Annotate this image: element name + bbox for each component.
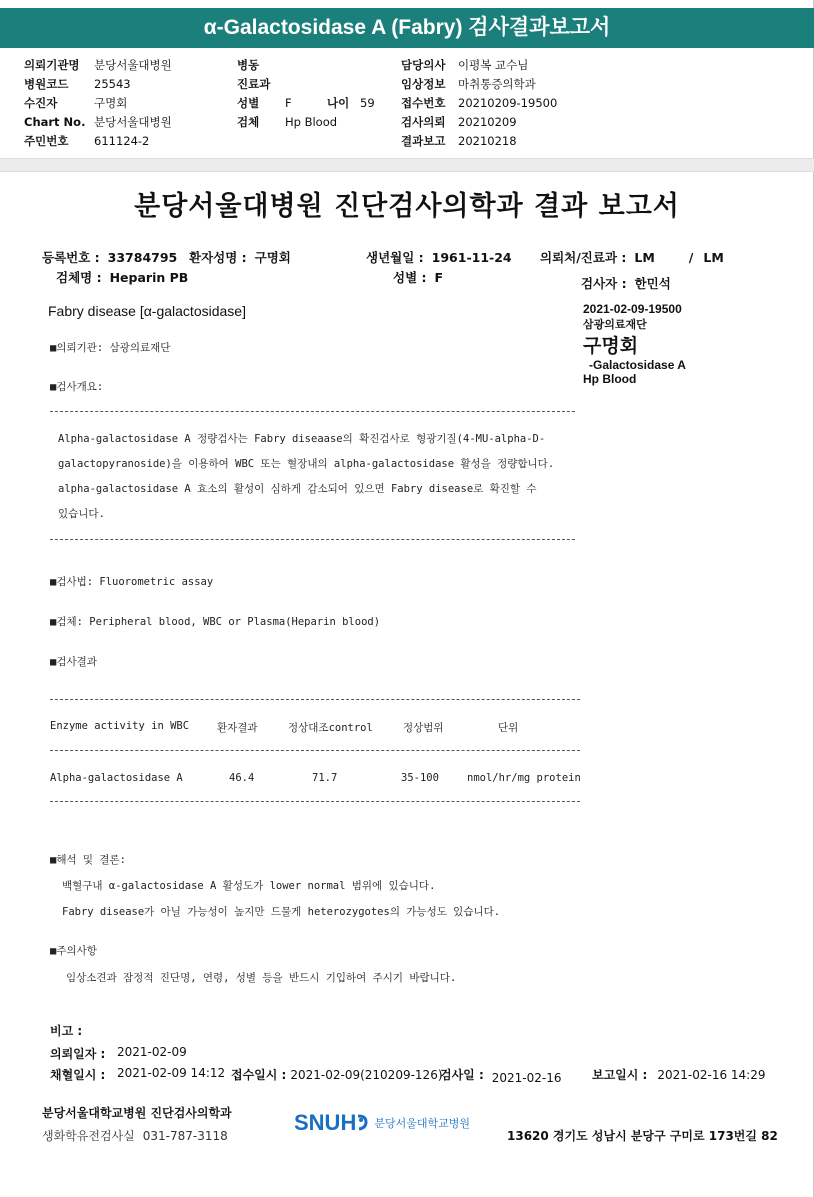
table-header: 단위 xyxy=(498,722,519,734)
overview-line: galactopyranoside)을 이용하여 WBC 또는 혈장내의 alpha-galactosidase 활성을 정량합니다. xyxy=(58,458,555,470)
meta-value: 20210209-19500 xyxy=(458,96,558,110)
meta-row xyxy=(401,94,601,113)
table-cell: nmol/hr/mg protein xyxy=(467,772,581,784)
meta-row xyxy=(401,132,601,151)
collect-date xyxy=(50,1066,226,1083)
meta-value: 611124-2 xyxy=(94,134,150,148)
meta-label: Chart No. xyxy=(24,115,86,129)
test-value: 2021-02-16 xyxy=(491,1071,562,1085)
meta-label: 검체 xyxy=(237,115,260,129)
meta-value: 20210209 xyxy=(458,115,517,129)
meta-row xyxy=(401,56,601,75)
table-header: 정상범위 xyxy=(403,722,444,734)
meta-value: 이평복 교수님 xyxy=(458,58,529,72)
interpretation-line: 백혈구내 α-galactosidase A 활성도가 lower normal 범위에 있습니다. xyxy=(62,880,436,892)
specimen-label: 검체명 : xyxy=(56,270,102,285)
specimen-value: Heparin PB xyxy=(109,270,189,285)
meta-column-2 xyxy=(237,56,387,132)
meta-value: 마취통증의학과 xyxy=(458,77,536,91)
meta-label: 담당의사 xyxy=(401,58,446,72)
patient-specimen xyxy=(56,268,188,286)
table-header: 정상대조control xyxy=(288,722,373,734)
meta-row xyxy=(24,132,224,151)
test-name: Fabry disease [α-galactosidase] xyxy=(48,303,246,319)
meta-row xyxy=(237,113,387,132)
sample-label-stamp xyxy=(583,302,686,386)
report-title: 분당서울대병원 진단검사의학과 결과 보고서 xyxy=(134,191,680,222)
institution-line: ■의뢰기관: 삼광의료재단 xyxy=(50,342,171,354)
table-header: 환자결과 xyxy=(217,722,258,734)
test-label: 검사일 : xyxy=(440,1068,484,1082)
meta-value: 구명회 xyxy=(94,96,128,110)
name-label: 환자성명 : xyxy=(189,250,247,265)
dept-sep: / xyxy=(688,250,694,265)
overview-text xyxy=(58,427,578,527)
meta-value: F xyxy=(285,96,292,110)
patient-sex xyxy=(393,268,443,286)
meta-label: 성별 xyxy=(237,96,260,110)
table-cell: 71.7 xyxy=(312,772,338,784)
note-label xyxy=(50,1022,82,1039)
meta-value: Hp Blood xyxy=(285,115,338,129)
meta-label: 결과보고 xyxy=(401,134,446,148)
dashed-rule xyxy=(50,801,580,802)
tester-value: 한민석 xyxy=(634,276,671,291)
test-date xyxy=(440,1066,562,1083)
hospital-address: 13620 경기도 성남시 분당구 구미로 173번길 82 xyxy=(507,1129,778,1143)
note-label-text: 비고 : xyxy=(50,1024,83,1038)
reg-value: 33784795 xyxy=(107,250,178,265)
dashed-rule xyxy=(50,539,575,540)
meta-label: 진료과 xyxy=(237,77,271,91)
receive-value: 2021-02-09(210209-126) xyxy=(290,1068,443,1082)
meta-label: 의뢰기관명 xyxy=(24,58,80,72)
name-value: 구명회 xyxy=(254,250,291,265)
request-value: 2021-02-09 xyxy=(117,1045,187,1059)
meta-row xyxy=(24,56,224,75)
age-label: 나이 xyxy=(327,96,350,110)
patient-dob xyxy=(366,248,512,266)
overview-line: Alpha-galactosidase A 정량검사는 Fabry diseaase의 확진검사로 형광기질(4-MU-alpha-D- xyxy=(58,433,546,445)
overview-line: alpha-galactosidase A 효소의 활성이 심하게 감소되어 있으면 Fabry disease로 확진할 수 xyxy=(58,483,537,495)
stamp-line: 삼광의료재단 xyxy=(583,319,647,331)
table-header: Enzyme activity in WBC xyxy=(50,720,190,732)
dept-value-2: LM xyxy=(703,250,724,265)
table-cell: Alpha-galactosidase A xyxy=(50,772,183,784)
specimen-line: ■검체: Peripheral blood, WBC or Plasma(Heparin blood) xyxy=(50,616,381,628)
dob-label: 생년월일 : xyxy=(366,250,424,265)
meta-column-3 xyxy=(401,56,601,151)
receive-date xyxy=(231,1066,443,1083)
meta-row xyxy=(24,75,224,94)
meta-column-1 xyxy=(24,56,224,151)
meta-row xyxy=(24,113,224,132)
method-line: ■검사법: Fluorometric assay xyxy=(50,576,214,588)
sex-label: 성별 : xyxy=(393,270,427,285)
meta-row xyxy=(401,75,601,94)
dashed-rule xyxy=(50,699,580,700)
meta-row xyxy=(24,94,224,113)
report-date xyxy=(592,1066,766,1083)
meta-row xyxy=(401,113,601,132)
table-cell: 35-100 xyxy=(401,772,439,784)
patient-dept xyxy=(540,248,724,266)
patient-name xyxy=(189,248,291,266)
report-title-bar: α-Galactosidase A (Fabry) 검사결과보고서 xyxy=(0,8,814,48)
meta-label: 수진자 xyxy=(24,96,58,110)
meta-value: 25543 xyxy=(94,77,131,91)
patient-tester xyxy=(581,274,671,292)
lab-phone: 031-787-3118 xyxy=(142,1129,228,1143)
table-cell: 46.4 xyxy=(229,772,255,784)
logo-hospital-name: 분당서울대학교병원 xyxy=(374,1116,470,1130)
collect-value: 2021-02-09 14:12 xyxy=(117,1066,226,1080)
stamp-line: Hp Blood xyxy=(583,372,637,386)
lab-name: 생화학유전검사실 xyxy=(42,1129,135,1143)
collect-label: 채혈일시 : xyxy=(50,1068,106,1082)
interpretation-line: Fabry disease가 아닐 가능성이 높지만 드물게 heterozygotes의 가능성도 있습니다. xyxy=(62,906,501,918)
section-divider xyxy=(0,158,814,172)
meta-label: 접수번호 xyxy=(401,96,446,110)
meta-label: 병동 xyxy=(237,58,260,72)
meta-row xyxy=(237,56,387,75)
meta-row xyxy=(237,75,387,94)
reg-label: 등록번호 : xyxy=(42,250,100,265)
meta-label: 검사의뢰 xyxy=(401,115,446,129)
meta-label: 병원코드 xyxy=(24,77,69,91)
dob-value: 1961-11-24 xyxy=(431,250,512,265)
snuh-logo xyxy=(294,1110,470,1136)
interpretation-heading: ■해석 및 결론: xyxy=(50,854,127,866)
overview-line: 있습니다. xyxy=(58,508,105,520)
tester-label: 검사자 : xyxy=(581,276,627,291)
request-date xyxy=(50,1045,187,1062)
caution-heading: ■주의사항 xyxy=(50,945,97,957)
receive-label: 접수일시 : xyxy=(231,1068,287,1082)
caution-text: 임상소견과 잠정적 진단명, 연령, 성별 등을 반드시 기입하여 주시기 바랍니다. xyxy=(66,972,457,984)
stamp-line: 2021-02-09-19500 xyxy=(583,302,682,316)
stamp-line: 구명회 xyxy=(583,336,639,357)
lab-contact xyxy=(42,1127,228,1144)
hospital-dept: 분당서울대학교병원 진단검사의학과 xyxy=(42,1106,232,1120)
dashed-rule xyxy=(50,411,575,412)
stamp-line: -Galactosidase A xyxy=(589,358,686,372)
meta-value: 20210218 xyxy=(458,134,517,148)
age-value: 59 xyxy=(360,96,375,110)
patient-reg xyxy=(42,248,177,266)
request-label: 의뢰일자 : xyxy=(50,1047,106,1061)
meta-value: 분당서울대병원 xyxy=(94,58,172,72)
meta-value: 분당서울대병원 xyxy=(94,115,172,129)
logo-text: SNUH xyxy=(294,1110,357,1135)
logo-mark-icon xyxy=(356,1114,368,1132)
meta-label: 주민번호 xyxy=(24,134,69,148)
meta-label: 임상정보 xyxy=(401,77,446,91)
meta-row xyxy=(237,94,387,113)
sex-value: F xyxy=(434,270,444,285)
result-heading: ■검사결과 xyxy=(50,656,97,668)
report-label: 보고일시 : xyxy=(592,1068,648,1082)
dept-value: LM xyxy=(634,250,655,265)
overview-heading: ■검사개요: xyxy=(50,381,104,393)
dashed-rule xyxy=(50,750,580,751)
report-value: 2021-02-16 14:29 xyxy=(657,1068,766,1082)
dept-label: 의뢰처/진료과 : xyxy=(540,250,627,265)
